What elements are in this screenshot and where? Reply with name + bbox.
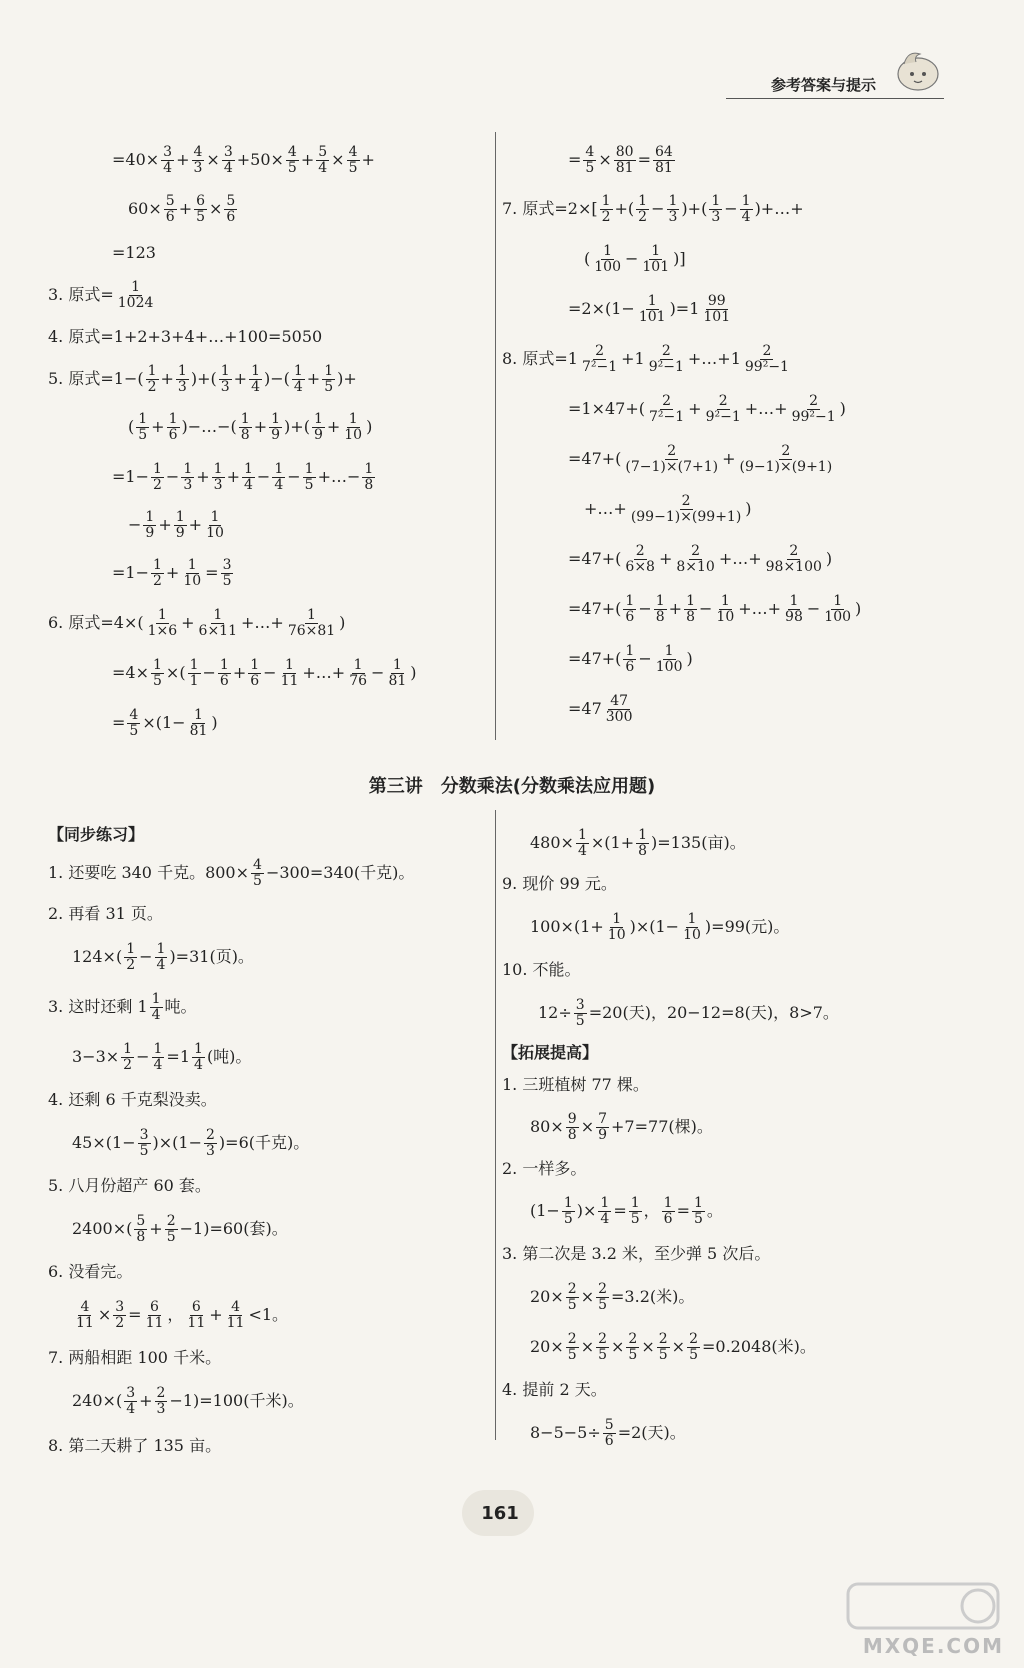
- answer-line: 3. 原式= $\frac{1}{1024}$: [48, 278, 154, 311]
- answer-line: 45×(1− $\frac{3}{5}$ )×(1− $\frac{2}{3}$ )=6(千克)。: [72, 1126, 310, 1159]
- answer-line: 3. 第二次是 3.2 米，至少弹 5 次后。: [502, 1243, 771, 1263]
- answer-line: 8. 原式=1 $\frac{2}{\text{7²−1}}$ +1 $\frac{2}{\text{9²−1}}$ +…+1 $\frac{2}{\text{99²−1}}$: [502, 342, 789, 375]
- answer-line: =2×(1− $\frac{1}{101}$ )=1 $\frac{99}{101}$: [568, 292, 731, 325]
- answer-line: 2. 再看 31 页。: [48, 903, 163, 923]
- right-column-top: [502, 136, 962, 734]
- answer-line: 8. 第二天耕了 135 亩。: [48, 1435, 222, 1455]
- answer-line: =40× $\frac{3}{4}$ + $\frac{4}{3}$ × $\frac{3}{4}$ +50× $\frac{4}{5}$ + $\frac{5}{4}$ × $\frac{4}{5}$ +: [112, 143, 375, 176]
- answer-line: 124×( $\frac{1}{2}$ − $\frac{1}{4}$ )=31(页)。: [72, 940, 254, 973]
- header-rule: [726, 98, 944, 99]
- answer-line: ( $\frac{1}{100}$ − $\frac{1}{101}$ )]: [584, 242, 686, 275]
- answer-line: 1. 三班植树 77 棵。: [502, 1074, 649, 1094]
- column-divider-bottom: [495, 810, 496, 1440]
- answer-line: 10. 不能。: [502, 959, 581, 979]
- answer-line: 60× $\frac{5}{6}$ + $\frac{6}{5}$ × $\frac{5}{6}$: [128, 192, 236, 225]
- answer-line: 80× $\frac{9}{8}$ × $\frac{7}{9}$ +7=77(棵)。: [530, 1110, 713, 1143]
- answer-line: +…+ $\frac{2}{(99-1)\times(99+1)}$ ): [584, 492, 752, 525]
- answer-line: 5. 八月份超产 60 套。: [48, 1175, 211, 1195]
- answer-line: =47+( $\frac{1}{6}$ − $\frac{1}{100}$ ): [568, 642, 693, 675]
- answer-line: =4× $\frac{1}{5}$ ×( $\frac{1}{1}$ − $\frac{1}{6}$ + $\frac{1}{6}$ − $\frac{1}{11}$ +…+ $\frac{1}{76}$ − $\frac{1}{81}$ ): [112, 656, 417, 689]
- page-number: 161: [481, 1503, 519, 1524]
- answer-line: 7. 原式=2×[ $\frac{1}{2}$ +( $\frac{1}{2}$ − $\frac{1}{3}$ )+( $\frac{1}{3}$ − $\frac{1}{4}$ )+…+: [502, 192, 804, 225]
- answer-line: 12÷ $\frac{3}{5}$ =20(天)，20−12=8(天)，8>7。: [538, 996, 839, 1029]
- column-divider-top: [495, 132, 496, 740]
- left-column-top: [48, 136, 488, 748]
- answer-line: 20× $\frac{2}{5}$ × $\frac{2}{5}$ =3.2(米)。: [530, 1280, 695, 1313]
- answer-line: 8−5−5÷ $\frac{5}{6}$ =2(天)。: [530, 1416, 686, 1449]
- answer-line: = $\frac{4}{5}$ ×(1− $\frac{1}{81}$ ): [112, 706, 218, 739]
- answer-line: 3−3× $\frac{1}{2}$ − $\frac{1}{4}$ =1 $\frac{1}{4}$ (吨)。: [72, 1040, 252, 1073]
- page-header-title: 参考答案与提示: [770, 76, 876, 94]
- answer-line: ( $\frac{1}{5}$ + $\frac{1}{6}$ )−…−( $\frac{1}{8}$ + $\frac{1}{9}$ )+( $\frac{1}{9}$ + $\frac{1}{10}$ ): [128, 410, 373, 443]
- answer-line: 100×(1+ $\frac{1}{10}$ )×(1− $\frac{1}{10}$ )=99(元)。: [530, 910, 790, 943]
- right-column-bottom: [502, 820, 962, 1458]
- mascot-icon: [890, 46, 942, 94]
- subsection-tag: 【拓展提高】: [502, 1042, 599, 1062]
- answer-line: =47+( $\frac{2}{6\times 8}$ + $\frac{2}{8\times 10}$ +…+ $\frac{2}{98\times 100}$ ): [568, 542, 833, 575]
- answer-line: 5. 原式=1−( $\frac{1}{2}$ + $\frac{1}{3}$ )+( $\frac{1}{3}$ + $\frac{1}{4}$ )−( $\frac{1}{4}$ + $\frac{1}{5}$ )+: [48, 362, 357, 395]
- answer-line: 2. 一样多。: [502, 1158, 587, 1178]
- section-title: 第三讲 分数乘法(分数乘法应用题): [368, 776, 656, 797]
- answer-line: =47+( $\frac{2}{(7-1)\times(7+1)}$ + $\frac{2}{(9-1)\times(9+1)}$: [568, 442, 833, 475]
- answer-line: $\frac{4}{11}$ × $\frac{3}{2}$ = $\frac{6}{11}$ ， $\frac{6}{11}$ + $\frac{4}{11}$ <1。: [76, 1298, 289, 1331]
- answer-line: 20× $\frac{2}{5}$ × $\frac{2}{5}$ × $\frac{2}{5}$ × $\frac{2}{5}$ × $\frac{2}{5}$ =0.2048(米)。: [530, 1330, 816, 1363]
- answer-line: 6. 原式=4×( $\frac{1}{1\times 6}$ + $\frac{1}{6\times 11}$ +…+ $\frac{1}{76\times 81}$ ): [48, 606, 346, 639]
- answer-line: =123: [112, 242, 156, 262]
- answer-line: =47+( $\frac{1}{6}$ − $\frac{1}{8}$ + $\frac{1}{8}$ − $\frac{1}{10}$ +…+ $\frac{1}{98}$ − $\frac{1}{100}$ ): [568, 592, 862, 625]
- answer-line: =47 $\frac{47}{300}$: [568, 692, 633, 725]
- answer-line: 9. 现价 99 元。: [502, 873, 617, 893]
- answer-line: 240×( $\frac{3}{4}$ + $\frac{2}{3}$ −1)=100(千米)。: [72, 1384, 304, 1417]
- answer-line: 3. 这时还剩 1 $\frac{1}{4}$ 吨。: [48, 990, 197, 1023]
- answer-line: 6. 没看完。: [48, 1261, 133, 1281]
- answer-line: =1− $\frac{1}{2}$ + $\frac{1}{10}$ = $\frac{3}{5}$: [112, 556, 232, 589]
- answer-line: 480× $\frac{1}{4}$ ×(1+ $\frac{1}{8}$ )=135(亩)。: [530, 826, 746, 859]
- answer-line: = $\frac{4}{5}$ × $\frac{80}{81}$ = $\frac{64}{81}$: [568, 143, 673, 176]
- answer-line: 4. 还剩 6 千克梨没卖。: [48, 1089, 217, 1109]
- subsection-tag: 【同步练习】: [48, 824, 145, 844]
- answer-line: 2400×( $\frac{5}{8}$ + $\frac{2}{5}$ −1)=60(套)。: [72, 1212, 288, 1245]
- answer-line: 7. 两船相距 100 千米。: [48, 1347, 222, 1367]
- answer-line: 4. 提前 2 天。: [502, 1379, 607, 1399]
- answer-line: =1− $\frac{1}{2}$ − $\frac{1}{3}$ + $\frac{1}{3}$ + $\frac{1}{4}$ − $\frac{1}{4}$ − $\frac{1}{5}$ +…− $\frac{1}{8}$: [112, 460, 374, 493]
- answer-line: − $\frac{1}{9}$ + $\frac{1}{9}$ + $\frac{1}{10}$: [128, 508, 224, 541]
- answer-line: 1. 还要吃 340 千克。800× $\frac{4}{5}$ −300=340(千克)。: [48, 856, 415, 889]
- answer-line: 4. 原式=1+2+3+4+…+100=5050: [48, 326, 323, 346]
- left-column-bottom: [48, 820, 488, 1466]
- watermark-text: MXQE.COM: [862, 1634, 1004, 1658]
- answer-line: (1− $\frac{1}{5}$ )× $\frac{1}{4}$ = $\frac{1}{5}$ ， $\frac{1}{6}$ = $\frac{1}{5}$ 。: [530, 1194, 723, 1227]
- answer-line: =1×47+( $\frac{2}{\text{7²−1}}$ + $\frac{2}{\text{9²−1}}$ +…+ $\frac{2}{\text{99²−1}}$ ): [568, 392, 846, 425]
